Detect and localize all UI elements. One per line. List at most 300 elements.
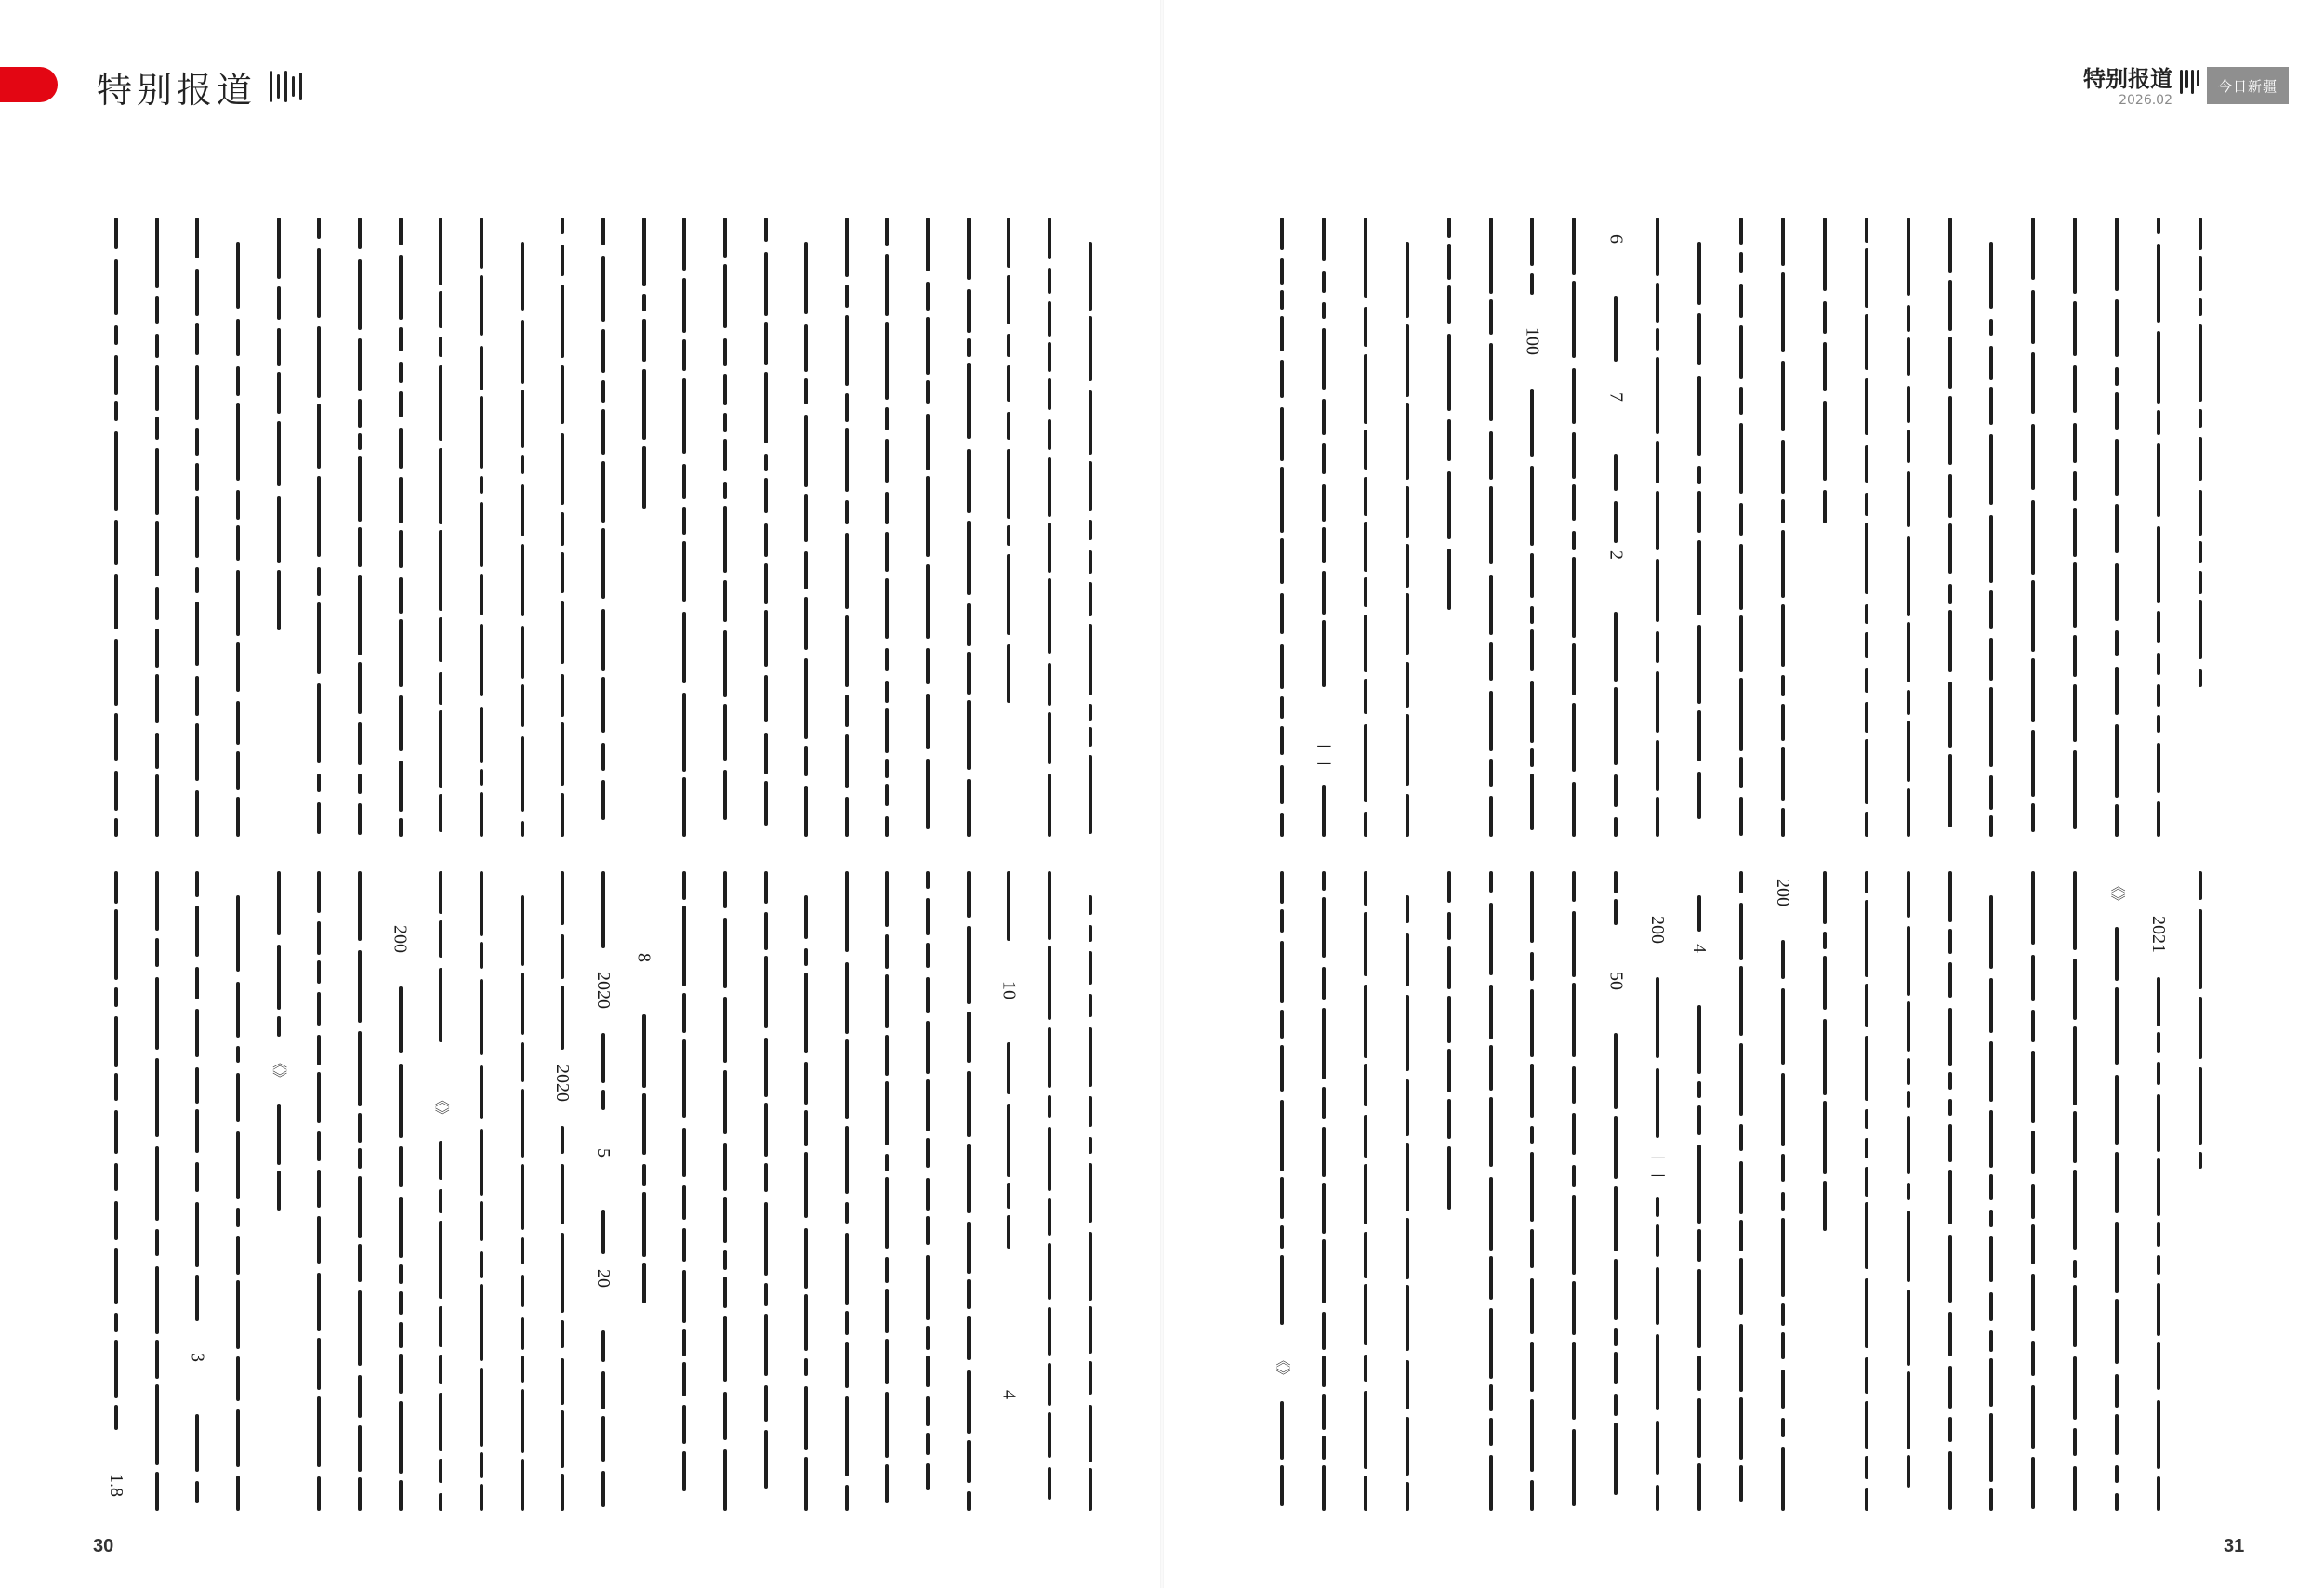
- mongolian-script-word: [1989, 1413, 1993, 1482]
- mongolian-script-word: [1989, 978, 1993, 1033]
- inline-punctuation: 《》: [270, 1055, 288, 1085]
- mongolian-script-word: [521, 484, 524, 536]
- mongolian-script-word: [1739, 1324, 1743, 1392]
- mongolian-script-word: [764, 252, 768, 316]
- mongolian-script-word: [114, 1313, 118, 1332]
- text-column: [1856, 869, 1877, 1511]
- mongolian-script-word: [1048, 712, 1051, 764]
- mongolian-script-word: [236, 797, 240, 837]
- mongolian-script-word: [399, 1291, 403, 1315]
- mongolian-script-word: [1656, 1421, 1659, 1475]
- mongolian-script-word: [399, 1354, 403, 1394]
- mongolian-script-word: [1948, 754, 1952, 827]
- mongolian-script-word: [1048, 871, 1051, 940]
- mongolian-script-word: [1865, 218, 1868, 243]
- mongolian-script-word: [885, 974, 889, 1028]
- mongolian-script-word: [1489, 871, 1493, 893]
- mongolian-script-word: [967, 1370, 971, 1434]
- text-column: [837, 216, 857, 837]
- mongolian-script-word: [561, 365, 564, 424]
- mongolian-script-word: [723, 1316, 727, 1382]
- mongolian-script-word: [1614, 899, 1618, 925]
- mongolian-script-word: [1865, 984, 1868, 1027]
- mongolian-script-word: [1530, 989, 1534, 1057]
- mongolian-script-word: [399, 695, 403, 751]
- text-column: [2023, 216, 2043, 837]
- mongolian-script-word: [439, 1493, 442, 1511]
- mongolian-script-word: [804, 895, 808, 939]
- mongolian-script-word: [1406, 324, 1409, 397]
- mongolian-script-word: [1739, 544, 1743, 610]
- mongolian-script-word: [1364, 912, 1367, 976]
- mongolian-script-word: [682, 1329, 686, 1356]
- mongolian-script-word: [1280, 1010, 1284, 1039]
- text-column: [1564, 216, 1584, 837]
- mongolian-script-word: [1865, 1456, 1868, 1479]
- mongolian-script-word: [1739, 387, 1743, 415]
- text-column: [756, 869, 776, 1511]
- mongolian-script-word: [1656, 218, 1659, 276]
- mongolian-script-word: [1989, 1236, 1993, 1282]
- mongolian-script-word: [2157, 410, 2160, 435]
- mongolian-script-word: [1048, 342, 1051, 372]
- mongolian-script-word: [2031, 1341, 2035, 1376]
- mongolian-script-word: [195, 218, 199, 258]
- mongolian-script-word: [195, 871, 199, 897]
- mongolian-script-word: [723, 439, 727, 471]
- mongolian-script-word: [926, 218, 930, 271]
- mongolian-script-word: [1447, 1146, 1451, 1210]
- mongolian-script-word: [845, 315, 849, 386]
- mongolian-script-word: [1364, 430, 1367, 470]
- mongolian-script-word: [1322, 967, 1326, 1000]
- mongolian-script-word: [1739, 966, 1743, 1036]
- mongolian-script-word: [561, 1474, 564, 1511]
- mongolian-script-word: [317, 1216, 321, 1264]
- mongolian-script-word: [480, 275, 483, 336]
- mongolian-script-word: [1989, 1041, 1993, 1102]
- mongolian-script-word: [804, 1294, 808, 1351]
- mongolian-script-word: [317, 960, 321, 984]
- mongolian-script-word: [2115, 1075, 2119, 1145]
- mongolian-script-word: [926, 1396, 930, 1426]
- mongolian-script-word: [358, 1148, 362, 1169]
- mongolian-script-word: [236, 525, 240, 561]
- mongolian-script-word: [845, 797, 849, 837]
- inline-number: 20: [592, 1269, 614, 1288]
- mongolian-script-word: [399, 530, 403, 568]
- mongolian-script-word: [114, 1163, 118, 1191]
- mongolian-script-word: [885, 1464, 889, 1503]
- mongolian-script-word: [967, 1316, 971, 1360]
- mongolian-script-word: [114, 987, 118, 1007]
- mongolian-script-word: [682, 1128, 686, 1177]
- mongolian-script-word: [1089, 755, 1092, 834]
- mongolian-script-word: [1322, 871, 1326, 891]
- mongolian-script-word: [1322, 1394, 1326, 1430]
- mongolian-script-word: [2115, 1493, 2119, 1511]
- mongolian-script-word: [2199, 490, 2202, 536]
- mongolian-script-word: [195, 428, 199, 456]
- mongolian-script-word: [358, 433, 362, 450]
- mongolian-script-word: [2073, 471, 2077, 501]
- mongolian-script-word: [1907, 1455, 1910, 1488]
- mongolian-script-word: [358, 1113, 362, 1143]
- text-column: [106, 869, 126, 1511]
- text-column: [674, 869, 694, 1511]
- mongolian-script-word: [1614, 501, 1618, 543]
- mongolian-script-word: [1572, 484, 1576, 521]
- mongolian-script-word: [317, 774, 321, 792]
- mongolian-script-word: [967, 449, 971, 513]
- mongolian-script-word: [1089, 316, 1092, 381]
- mongolian-script-word: [2073, 1111, 2077, 1163]
- mongolian-script-word: [1907, 622, 1910, 682]
- mongolian-script-word: [2115, 1414, 2119, 1455]
- mongolian-script-word: [1089, 895, 1092, 915]
- mongolian-script-word: [1907, 1091, 1910, 1108]
- mongolian-script-word: [2157, 653, 2160, 675]
- mongolian-script-word: [1447, 218, 1451, 238]
- mongolian-script-word: [1948, 584, 1952, 604]
- left-section-title: 特别报道: [97, 69, 257, 111]
- mongolian-script-word: [155, 334, 159, 358]
- text-column: [269, 869, 289, 1511]
- mongolian-script-word: [521, 1089, 524, 1158]
- mongolian-script-word: [642, 1263, 646, 1303]
- mongolian-script-word: [1048, 1095, 1051, 1118]
- mongolian-script-word: [439, 337, 442, 357]
- mongolian-script-word: [114, 355, 118, 395]
- mongolian-script-word: [1781, 940, 1785, 979]
- mongolian-script-word: [1948, 610, 1952, 672]
- mongolian-script-word: [1572, 782, 1576, 837]
- mongolian-script-word: [2199, 1152, 2202, 1169]
- mongolian-script-word: [1697, 772, 1701, 819]
- mongolian-script-word: [1948, 1451, 1952, 1510]
- mongolian-script-word: [885, 1081, 889, 1145]
- mongolian-script-word: [1364, 724, 1367, 802]
- mongolian-script-word: [2199, 256, 2202, 291]
- mongolian-script-word: [236, 490, 240, 520]
- mongolian-script-word: [521, 242, 524, 311]
- mongolian-script-word: [195, 602, 199, 666]
- mongolian-script-word: [358, 871, 362, 941]
- mongolian-script-word: [1572, 1113, 1576, 1155]
- mongolian-script-word: [723, 264, 727, 328]
- mongolian-script-word: [1007, 365, 1010, 402]
- mongolian-script-word: [1739, 1124, 1743, 1151]
- mongolian-script-word: [561, 601, 564, 664]
- mongolian-script-word: [601, 743, 605, 771]
- mongolian-script-word: [1907, 386, 1910, 423]
- text-column: [1564, 869, 1584, 1511]
- mongolian-script-word: [439, 448, 442, 524]
- mongolian-script-word: [317, 326, 321, 398]
- text-column: [998, 216, 1019, 837]
- text-column: [147, 216, 167, 837]
- mongolian-script-word: [1406, 486, 1409, 538]
- mongolian-script-word: [1406, 593, 1409, 655]
- mongolian-script-word: [317, 476, 321, 557]
- text-column: [2106, 216, 2127, 837]
- mongolian-script-word: [358, 1375, 362, 1418]
- mongolian-script-word: [1781, 1418, 1785, 1437]
- text-column: [1481, 869, 1501, 1511]
- mongolian-script-word: [1406, 1143, 1409, 1211]
- mongolian-script-word: [1989, 1488, 1993, 1511]
- mongolian-script-word: [1280, 1225, 1284, 1249]
- mongolian-script-word: [155, 1384, 159, 1465]
- mongolian-script-word: [1572, 1195, 1576, 1275]
- mongolian-script-word: [723, 218, 727, 258]
- mongolian-script-word: [2073, 635, 2077, 677]
- mongolian-script-word: [1447, 871, 1451, 903]
- mongolian-script-word: [561, 1164, 564, 1224]
- mongolian-script-word: [439, 218, 442, 285]
- mongolian-script-word: [236, 1476, 240, 1511]
- mongolian-script-word: [926, 1255, 930, 1320]
- mongolian-script-word: [114, 713, 118, 761]
- mongolian-script-word: [1447, 912, 1451, 940]
- mongolian-script-word: [358, 1031, 362, 1106]
- text-column: [958, 216, 979, 837]
- mongolian-script-word: [1948, 337, 1952, 389]
- mongolian-script-word: [764, 1385, 768, 1422]
- mongolian-script-word: [2031, 955, 2035, 1001]
- mongolian-script-word: [1781, 1218, 1785, 1297]
- mongolian-script-word: [601, 780, 605, 820]
- mongolian-script-word: [1656, 328, 1659, 351]
- mongolian-script-word: [561, 1358, 564, 1405]
- mongolian-script-word: [1572, 432, 1576, 479]
- mongolian-script-word: [1322, 218, 1326, 261]
- mongolian-script-word: [317, 218, 321, 239]
- mongolian-script-word: [195, 1275, 199, 1321]
- text-column: [1355, 869, 1376, 1511]
- text-column: [1439, 216, 1459, 837]
- inline-number: 10: [998, 981, 1020, 999]
- mongolian-script-word: [1697, 710, 1701, 761]
- mongolian-script-word: [480, 979, 483, 1055]
- mongolian-script-word: [1739, 503, 1743, 536]
- mongolian-script-word: [1948, 1170, 1952, 1224]
- mongolian-script-word: [1865, 1488, 1868, 1511]
- mongolian-script-word: [236, 403, 240, 481]
- text-column: [2148, 869, 2169, 1511]
- mongolian-script-word: [358, 456, 362, 522]
- mongolian-script-word: [845, 285, 849, 308]
- mongolian-script-word: [723, 1250, 727, 1270]
- mongolian-script-word: [682, 1451, 686, 1491]
- mongolian-script-word: [358, 1477, 362, 1511]
- mongolian-script-word: [926, 1356, 930, 1387]
- text-column: [1773, 869, 1793, 1511]
- mongolian-script-word: [764, 322, 768, 365]
- mongolian-script-word: [277, 1104, 281, 1165]
- mongolian-script-word: [1572, 983, 1576, 1057]
- mongolian-script-word: [2199, 997, 2202, 1059]
- mongolian-script-word: [1364, 812, 1367, 837]
- mongolian-script-word: [723, 374, 727, 405]
- right-page-header: [2083, 67, 2289, 108]
- mongolian-script-word: [601, 528, 605, 599]
- mongolian-script-word: [399, 428, 403, 469]
- mongolian-script-word: [1530, 774, 1534, 830]
- mongolian-script-word: [1007, 1215, 1010, 1249]
- mongolian-script-word: [967, 603, 971, 646]
- mongolian-script-word: [845, 1311, 849, 1335]
- mongolian-script-word: [480, 792, 483, 837]
- text-column: [1272, 869, 1292, 1511]
- mongolian-script-word: [682, 871, 686, 900]
- mongolian-script-word: [845, 1396, 849, 1476]
- mongolian-script-word: [561, 934, 564, 979]
- mongolian-script-word: [1572, 281, 1576, 358]
- mongolian-script-word: [1614, 871, 1618, 893]
- text-column: [2106, 869, 2127, 1511]
- mongolian-script-word: [358, 774, 362, 794]
- text-column: [1522, 869, 1542, 1511]
- text-column: [2065, 216, 2085, 837]
- mongolian-script-word: [1948, 929, 1952, 954]
- mongolian-script-word: [1322, 484, 1326, 522]
- mongolian-script-word: [926, 1178, 930, 1211]
- mongolian-script-word: [195, 1481, 199, 1503]
- mongolian-script-word: [1948, 218, 1952, 273]
- mongolian-script-word: [1280, 1045, 1284, 1092]
- mongolian-script-word: [1280, 726, 1284, 755]
- mongolian-script-word: [277, 945, 281, 1010]
- mongolian-script-word: [601, 1033, 605, 1083]
- mongolian-script-word: [1447, 471, 1451, 539]
- text-column: [471, 869, 492, 1511]
- mongolian-script-word: [926, 1216, 930, 1245]
- mongolian-script-word: [926, 380, 930, 404]
- mongolian-script-word: [1781, 499, 1785, 523]
- mongolian-script-word: [1781, 704, 1785, 741]
- mongolian-script-word: [1823, 1101, 1827, 1174]
- mongolian-script-word: [1907, 1371, 1910, 1449]
- mongolian-script-word: [155, 1472, 159, 1511]
- mongolian-script-word: [155, 521, 159, 576]
- mongolian-script-word: [2157, 977, 2160, 1026]
- mongolian-script-word: [885, 784, 889, 806]
- mongolian-script-word: [1089, 1163, 1092, 1223]
- mongolian-script-word: [1364, 354, 1367, 424]
- mongolian-script-word: [1781, 440, 1785, 494]
- mongolian-script-word: [277, 1171, 281, 1211]
- mongolian-script-word: [1489, 1177, 1493, 1251]
- text-column: [1272, 216, 1292, 837]
- mongolian-script-word: [967, 338, 971, 357]
- mongolian-script-word: [764, 675, 768, 722]
- mongolian-script-word: [480, 218, 483, 269]
- right-page-number: 31: [2224, 1536, 2245, 1556]
- mongolian-script-word: [967, 363, 971, 439]
- mongolian-script-word: [1989, 434, 1993, 505]
- mongolian-script-word: [885, 1257, 889, 1283]
- mongolian-script-word: [2157, 1476, 2160, 1511]
- mongolian-script-word: [195, 723, 199, 781]
- mongolian-script-word: [1280, 218, 1284, 250]
- mongolian-script-word: [1823, 871, 1827, 924]
- mongolian-script-word: [764, 956, 768, 1028]
- mongolian-script-word: [1280, 813, 1284, 837]
- mongolian-script-word: [399, 1401, 403, 1474]
- mongolian-script-word: [804, 973, 808, 1053]
- text-column: [430, 216, 451, 837]
- mongolian-script-word: [236, 982, 240, 1038]
- mongolian-script-word: [764, 1314, 768, 1376]
- mongolian-script-word: [1007, 644, 1010, 703]
- mongolian-script-word: [1364, 1232, 1367, 1278]
- mongolian-script-word: [1948, 1008, 1952, 1066]
- mongolian-script-word: [1406, 242, 1409, 318]
- text-column: [1815, 216, 1835, 837]
- mongolian-script-word: [1489, 796, 1493, 837]
- mongolian-script-word: [1697, 1356, 1701, 1391]
- mongolian-script-word: [2073, 750, 2077, 829]
- mongolian-script-word: [1089, 727, 1092, 747]
- mongolian-script-word: [1280, 467, 1284, 533]
- mongolian-script-word: [1322, 1087, 1326, 1119]
- mongolian-script-word: [926, 476, 930, 557]
- text-column: [309, 869, 329, 1511]
- mongolian-script-word: [764, 912, 768, 950]
- inline-number: 100: [1522, 327, 1543, 355]
- mongolian-script-word: [1989, 1210, 1993, 1227]
- mongolian-script-word: [601, 256, 605, 322]
- mongolian-script-word: [682, 906, 686, 986]
- text-column: [1355, 216, 1376, 837]
- mongolian-script-word: [1781, 747, 1785, 801]
- mongolian-script-word: [1781, 808, 1785, 837]
- mongolian-script-word: [1364, 307, 1367, 347]
- mongolian-script-word: [601, 1330, 605, 1362]
- mongolian-script-word: [1865, 604, 1868, 624]
- mongolian-script-word: [155, 218, 159, 288]
- mongolian-script-word: [1948, 1099, 1952, 1116]
- mongolian-script-word: [2157, 1400, 2160, 1469]
- mongolian-script-word: [682, 1228, 686, 1262]
- mongolian-script-word: [1364, 985, 1367, 1058]
- mongolian-script-word: [2031, 1051, 2035, 1123]
- mongolian-script-word: [2073, 365, 2077, 413]
- text-column: [1940, 869, 1961, 1511]
- mongolian-script-word: [1739, 871, 1743, 893]
- mongolian-script-word: [2115, 218, 2119, 291]
- mongolian-script-word: [804, 948, 808, 966]
- mongolian-script-word: [1865, 871, 1868, 893]
- mongolian-script-word: [317, 248, 321, 318]
- mongolian-script-word: [1364, 577, 1367, 607]
- mongolian-script-word: [1364, 1164, 1367, 1224]
- text-column: [187, 869, 207, 1511]
- mongolian-script-word: [195, 1414, 199, 1472]
- mongolian-script-word: [601, 1371, 605, 1409]
- mongolian-script-word: [1530, 1342, 1534, 1392]
- mongolian-script-word: [682, 1362, 686, 1396]
- text-column: [552, 869, 573, 1511]
- text-column: [350, 869, 370, 1511]
- mongolian-script-word: [926, 1079, 930, 1131]
- mongolian-script-word: [1656, 1267, 1659, 1325]
- mongolian-script-word: [1322, 620, 1326, 687]
- mongolian-script-word: [1089, 1096, 1092, 1127]
- mongolian-script-word: [195, 1202, 199, 1267]
- mongolian-script-word: [682, 218, 686, 271]
